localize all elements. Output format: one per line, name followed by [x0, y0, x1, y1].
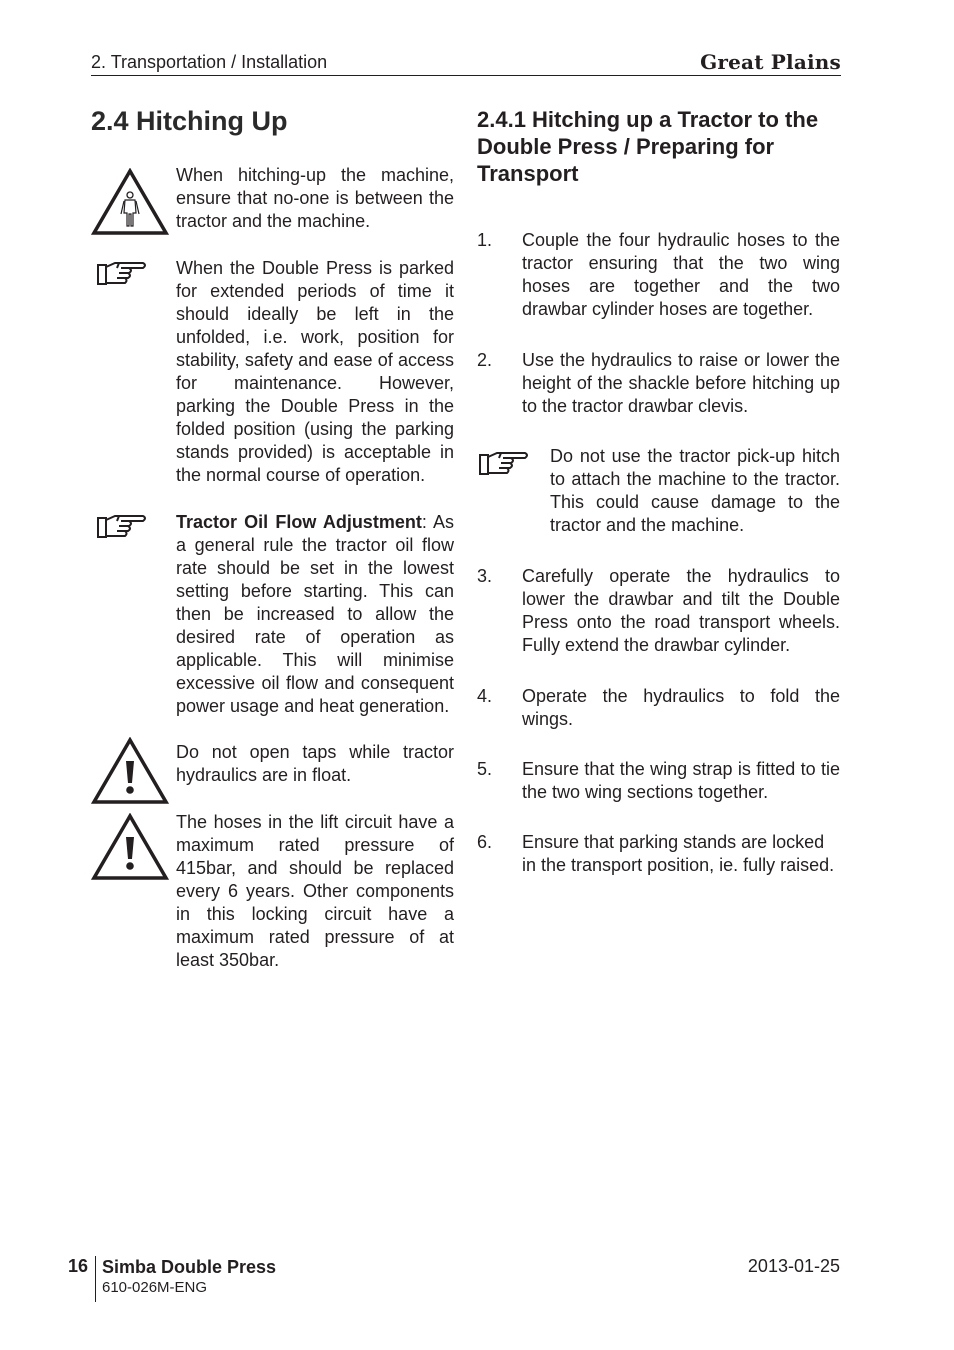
exclamation-warning-icon [91, 813, 169, 881]
person-warning-icon [91, 168, 169, 236]
taps-warning-text: Do not open taps while tractor hydraulics are in float. [176, 742, 454, 785]
step-text: Operate the hydraulics to fold the wings. [522, 686, 840, 729]
step-text: Carefully operate the hydraulics to lower the drawbar and tilt the Double Press onto the road transport wheels. Fully extend the drawbar cylinder. [522, 566, 840, 655]
step-number: 4. [477, 686, 493, 706]
step-text: Use the hydraulics to raise or lower the height of the shackle before hitching up to the tractor drawbar clevis. [522, 350, 840, 416]
document-date: 2013-01-25 [747, 1256, 840, 1276]
footer-divider [95, 1256, 96, 1302]
step-text: Ensure that the wing strap is fitted to tie the two wing sections together. [522, 759, 840, 802]
parking-note-text: When the Double Press is parked for extended periods of time it should ideally be left in the unfolded, i.e. work, position for stability, safety and ease of access for maintenance. However, parking the Double Press in the folded position (using the parking stands provided) is acceptable in the normal course of operation. [176, 258, 454, 485]
pickup-hitch-note-text: Do not use the tractor pick-up hitch to attach the machine to the tractor. This could cause damage to the tractor and the machine. [550, 446, 840, 535]
page-number: 16 [68, 1256, 89, 1276]
header-divider [91, 75, 841, 76]
step-number: 5. [477, 759, 493, 779]
header-section-title: 2. Transportation / Installation [91, 52, 328, 72]
exclamation-warning-icon [91, 737, 169, 805]
oil-flow-note [176, 511, 454, 718]
document-code: 610-026M-ENG [102, 1279, 208, 1296]
step-text: Ensure that parking stands are locked in the transport position, ie. fully raised. [522, 832, 835, 875]
pointing-hand-icon [95, 512, 149, 542]
step-text: Couple the four hydraulic hoses to the tractor ensuring that the two wing hoses are together and the two drawbar cylinder hoses are together. [522, 230, 840, 319]
hose-pressure-warning-text: The hoses in the lift circuit have a maximum rated pressure of 415bar, and should be replaced every 6 years. Other components in this locking circuit have a maximum rated pressure of at least 350bar. [176, 812, 454, 970]
oil-flow-note-title: Tractor Oil Flow Adjustment [176, 512, 422, 532]
brand-logo: Great Plains [700, 50, 841, 74]
document-title: Simba Double Press [102, 1257, 277, 1277]
step-number: 3. [477, 566, 493, 586]
pointing-hand-icon [477, 449, 531, 479]
section-heading: 2.4 Hitching Up [91, 106, 288, 136]
step-number: 1. [477, 230, 493, 250]
step-number: 2. [477, 350, 493, 370]
step-number: 6. [477, 832, 493, 852]
hitching-warning-text: When hitching-up the machine, ensure that no-one is between the tractor and the machine. [176, 165, 454, 231]
oil-flow-note-text: : As a general rule the tractor oil flow rate should be set in the lowest setting before starting. This can then be increased to allow the desired rate of operation as applicable. This will minimise excessive oil flow and consequent power usage and heat generation. [176, 512, 454, 716]
pointing-hand-icon [95, 259, 149, 289]
subsection-heading: 2.4.1 Hitching up a Tractor to the Double Press / Preparing for Transport [477, 107, 819, 186]
